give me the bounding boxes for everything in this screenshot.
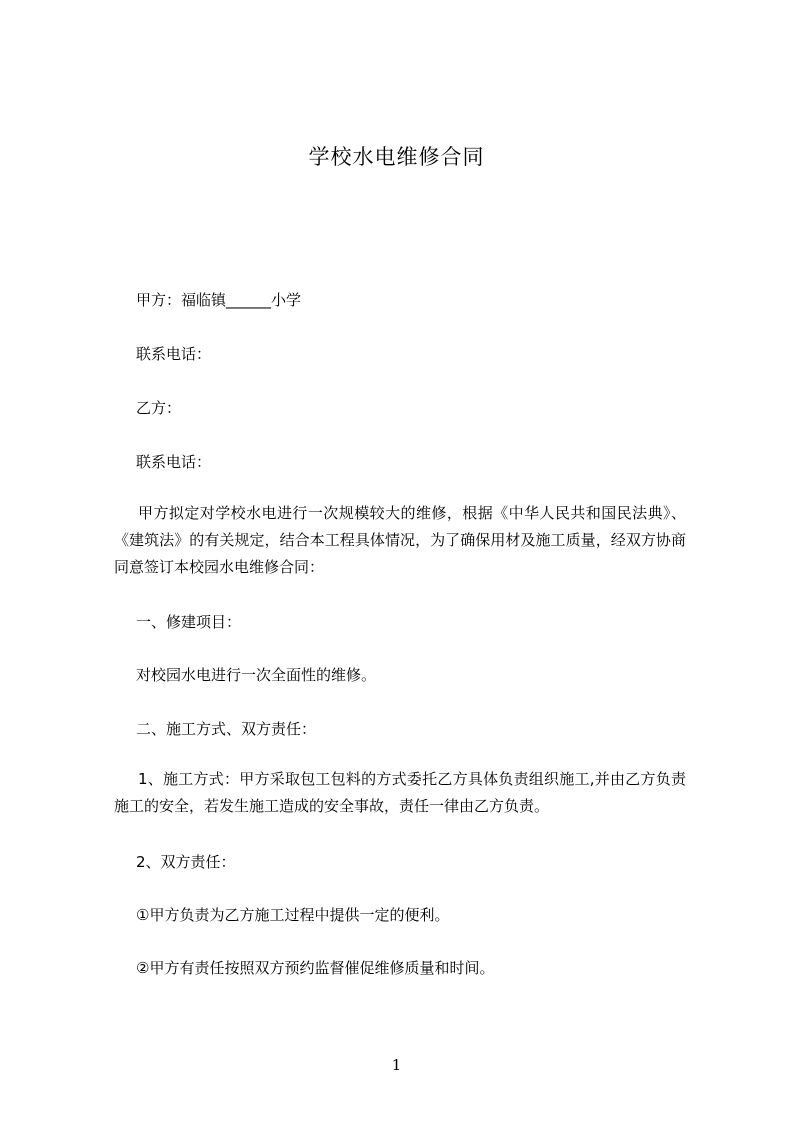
section1-heading: 一、修建项目： [136,613,242,631]
document-title: 学校水电维修合同 [308,145,485,169]
item2-b-line: ②甲方有责任按照双方预约监督催促维修质量和时间。 [136,959,495,977]
section2-heading: 二、施工方式、双方责任： [136,720,317,738]
party-a-line: 甲方：福临镇______小学 [136,291,302,309]
item2-a-line: ①甲方负责为乙方施工过程中提供一定的便利。 [136,906,450,924]
contact-a-line: 联系电话： [136,345,212,363]
item1-paragraph: 1、施工方式：甲方采取包工包料的方式委托乙方具体负责组织施工,并由乙方负责施工的安全，若发生施工造成的安全事故，责任一律由乙方负责。 [114,770,686,815]
intro-paragraph: 甲方拟定对学校水电进行一次规模较大的维修，根据《中华人民共和国民法典》、《建筑法》的有关规定，结合本工程具体情况，为了确保用材及施工质量，经双方协商同意签订本校园水电维修合同： [114,504,686,576]
section1-body: 对校园水电进行一次全面性的维修。 [136,666,377,684]
contact-b-line: 联系电话： [136,453,212,471]
item2-heading: 2、双方责任： [136,853,236,871]
party-b-line: 乙方： [136,399,182,417]
page-number: 1 [391,1056,402,1074]
